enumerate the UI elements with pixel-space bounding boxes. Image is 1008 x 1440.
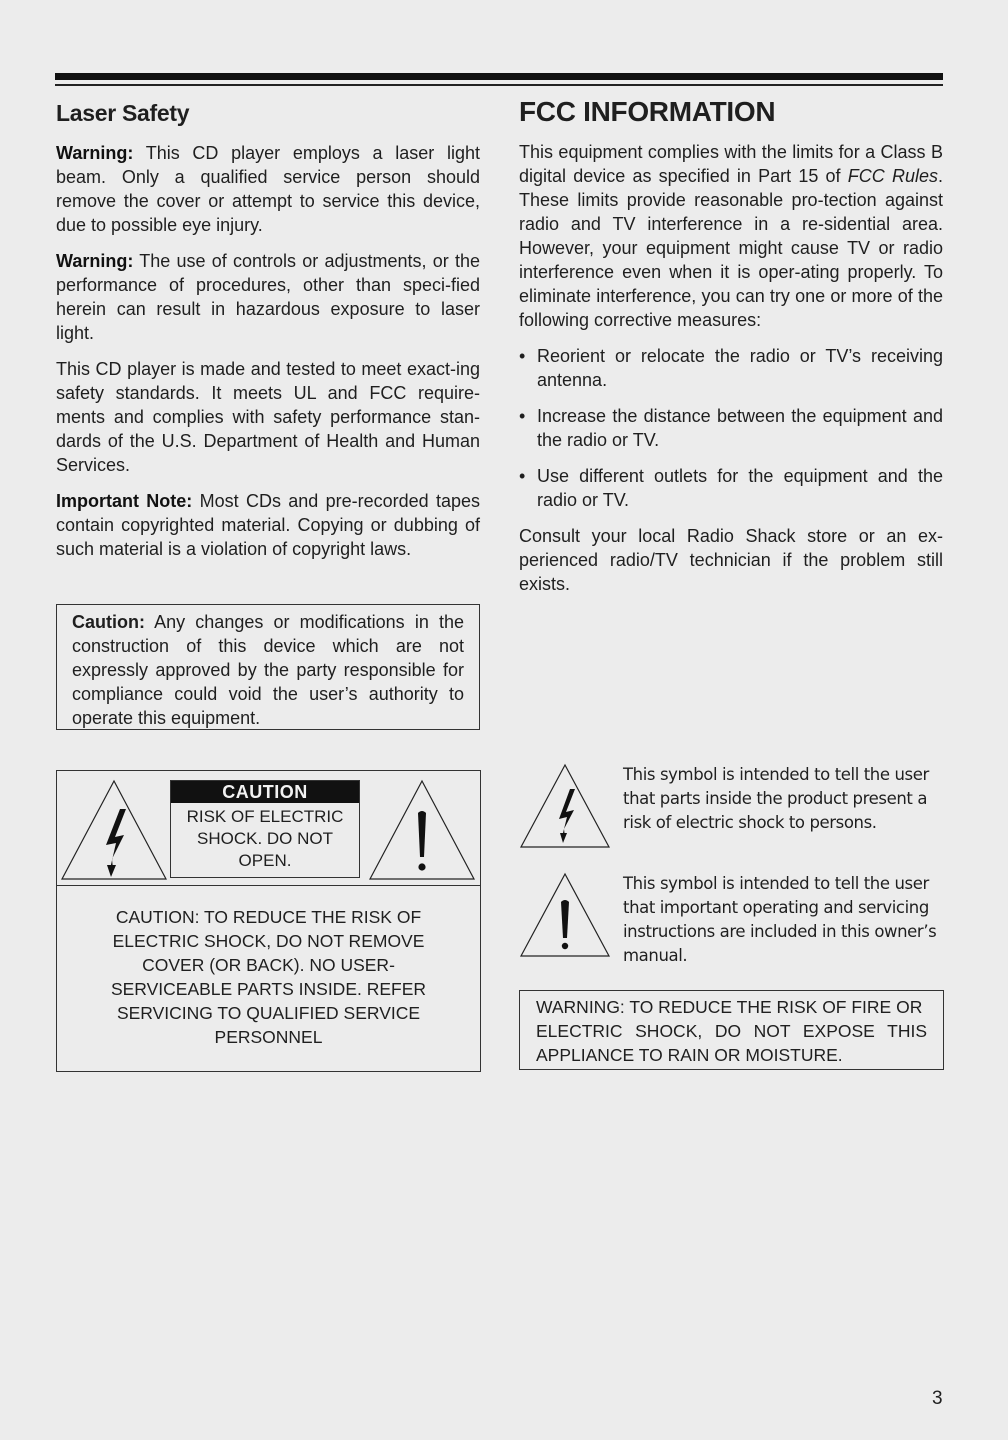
caution-text: Any changes or modifications in the construction of this device which are not expressly approved by the party responsible for compliance could void the user’s authority to operate this equipment. [72, 612, 464, 728]
page-number: 3 [932, 1388, 943, 1409]
risk-text-line: OPEN. [238, 851, 292, 870]
laser-warning-2 [56, 249, 480, 345]
electric-shock-caution-label [56, 770, 481, 1072]
header-rule-thin [55, 84, 943, 86]
fcc-intro-text: This equipment complies with the limits for a Class B digital device as specified in Part 15 of [519, 142, 943, 186]
instruction-line: COVER (OR BACK). NO USER- [142, 955, 395, 975]
fcc-closing: Consult your local Radio Shack store or an ex-perienced radio/TV technician if the problem still exists. [519, 526, 943, 594]
warning-label: Warning: [56, 251, 134, 271]
risk-text-line: SHOCK. DO NOT [196, 829, 333, 848]
measure-text: Use different outlets for the equipment and the radio or TV. [537, 466, 943, 510]
instruction-line: PERSONNEL [214, 1027, 323, 1047]
important-note [56, 489, 480, 561]
warning-line: WARNING: TO REDUCE THE RISK OF FIRE OR [536, 997, 923, 1017]
measure-text: Reorient or relocate the radio or TV’s receiving antenna. [537, 346, 943, 390]
caution-center-label [170, 780, 360, 878]
instruction-line: CAUTION: TO REDUCE THE RISK OF [115, 907, 422, 927]
symbol-description: This symbol is intended to tell the user that parts inside the product present a risk of electric shock to persons. [623, 765, 929, 832]
shock-label-instructions [57, 905, 480, 1049]
warning-text: This CD player employs a laser light beam. Only a qualified service person should remove the cover or attempt to service this device, due to possible eye injury. [56, 143, 480, 235]
exclamation-triangle-icon [519, 872, 611, 958]
fcc-information-section [519, 96, 943, 608]
fcc-intro [519, 140, 943, 332]
measure-text: Increase the distance between the equipment and the radio or TV. [537, 406, 943, 450]
fire-shock-warning-box [519, 990, 944, 1070]
caution-header: CAUTION [171, 781, 359, 803]
bullet-icon: • [519, 466, 526, 486]
important-note-text: Most CDs and pre-recorded tapes contain copyrighted material. Copying or dubbing of such material is a violation of copyright laws. [56, 491, 480, 559]
laser-warning-1 [56, 141, 480, 237]
header-rule-thick [55, 73, 943, 80]
corrective-measures-list [519, 344, 943, 512]
bullet-icon: • [519, 406, 526, 426]
laser-standards-paragraph [56, 357, 480, 477]
risk-text-line: RISK OF ELECTRIC [186, 807, 344, 826]
exclamation-triangle-icon [368, 779, 476, 881]
fcc-rules-reference: FCC Rules [847, 166, 938, 186]
instruction-line: ELECTRIC SHOCK, DO NOT REMOVE [112, 931, 425, 951]
important-note-label: Important Note: [56, 491, 193, 511]
laser-safety-heading: Laser Safety [56, 100, 190, 126]
instruction-line: SERVICING TO QUALIFIED SERVICE [116, 1003, 421, 1023]
risk-text [171, 803, 359, 872]
warning-line: ELECTRIC SHOCK, DO NOT EXPOSE THIS [536, 1021, 927, 1041]
instruction-line: SERVICEABLE PARTS INSIDE. REFER [110, 979, 427, 999]
electric-shock-triangle-icon [519, 763, 611, 849]
laser-safety-section [56, 100, 480, 573]
bullet-icon: • [519, 346, 526, 366]
caution-paragraph [72, 610, 464, 730]
caution-box [56, 604, 480, 730]
fcc-intro-text: . These limits provide reasonable pro-tection against radio and TV interference in a re-sidential area. However, your equipment might cause TV or radio interference even when it is oper-ating properly. To eliminate interference, you can try one or more of the following corrective measures: [519, 166, 943, 330]
list-item [519, 344, 943, 392]
symbol-description: This symbol is intended to tell the user that important operating and servicing instructions are included in this owner’s manual. [623, 874, 937, 965]
caution-label: Caution: [72, 612, 145, 632]
standards-text: This CD player is made and tested to meet exact-ing safety standards. It meets UL and FCC require-ments and complies with safety performance stan-dards of the U.S. Department of Health and Human Services. [56, 359, 480, 475]
list-item [519, 464, 943, 512]
electric-shock-triangle-icon [60, 779, 168, 881]
list-item [519, 404, 943, 452]
shock-label-top [57, 771, 480, 886]
fcc-heading: FCC INFORMATION [519, 96, 776, 127]
warning-text: The use of controls or adjustments, or the performance of procedures, other than speci-fied herein can result in hazardous exposure to laser light. [56, 251, 480, 343]
warning-line: APPLIANCE TO RAIN OR MOISTURE. [536, 1045, 843, 1065]
warning-label: Warning: [56, 143, 134, 163]
